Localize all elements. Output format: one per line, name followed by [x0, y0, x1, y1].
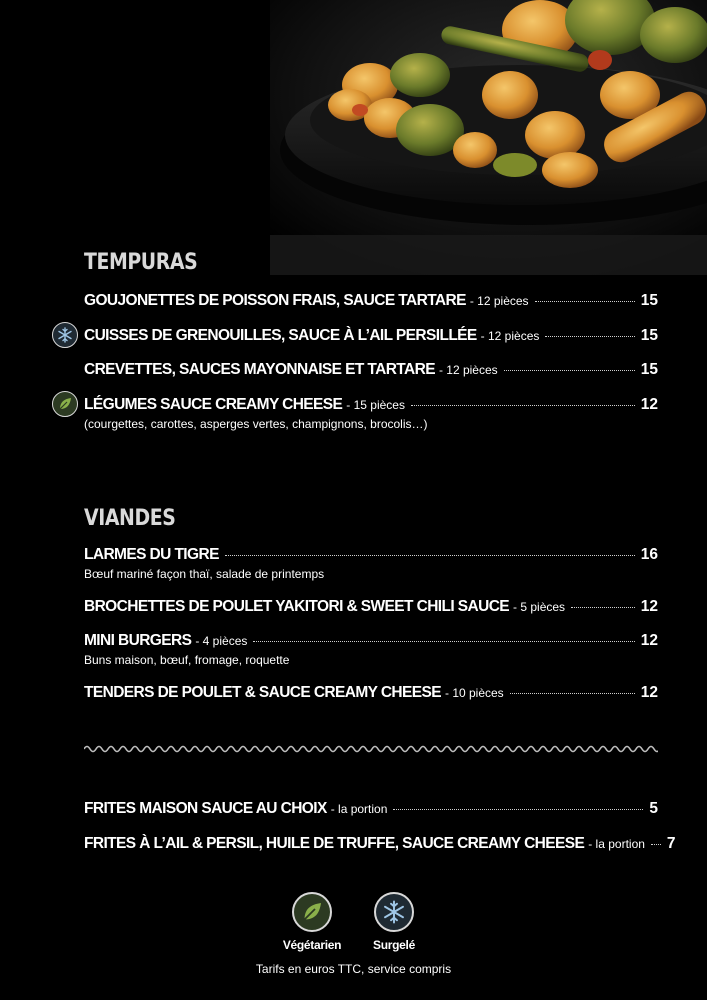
item-quantity: - 4 pièces	[195, 634, 248, 648]
menu-item	[84, 598, 658, 616]
menu-item	[84, 800, 658, 818]
leader-dots	[545, 336, 634, 337]
item-quantity: - 10 pièces	[444, 686, 504, 700]
item-name: CREVETTES, SAUCES MAYONNAISE ET TARTARE	[84, 361, 435, 378]
item-name: LÉGUMES SAUCE CREAMY CHEESE	[84, 396, 343, 413]
menu-item	[84, 361, 658, 379]
item-price: 7	[666, 835, 676, 852]
wavy-divider	[84, 742, 658, 756]
section-title-viandes: VIANDES	[84, 506, 176, 531]
item-quantity: - 12 pièces	[480, 329, 540, 343]
item-name: MINI BURGERS	[84, 632, 192, 649]
item-name: BROCHETTES DE POULET YAKITORI & SWEET CHILI SAUCE	[84, 598, 510, 615]
item-price: 15	[640, 327, 658, 344]
hero-food-photo	[270, 0, 707, 275]
item-name: LARMES DU TIGRE	[84, 546, 219, 563]
legend-label: Surgelé	[373, 938, 415, 952]
leaf-icon	[52, 391, 78, 417]
item-quantity: - 12 pièces	[469, 294, 529, 308]
item-quantity: - la portion	[588, 837, 645, 851]
item-price: 15	[640, 292, 658, 309]
item-price: 16	[640, 546, 658, 563]
item-price: 5	[649, 800, 658, 817]
legend-frozen	[364, 892, 424, 952]
leader-dots	[225, 555, 635, 556]
price-footnote: Tarifs en euros TTC, service compris	[255, 962, 452, 976]
item-name: FRITES À L’AIL & PERSIL, HUILE DE TRUFFE, SAUCE CREAMY CHEESE	[84, 835, 585, 852]
item-name: TENDERS DE POULET & SAUCE CREAMY CHEESE	[84, 684, 441, 701]
item-name: FRITES MAISON SAUCE AU CHOIX	[84, 800, 327, 817]
item-price: 12	[640, 632, 658, 649]
section-title-tempuras: TEMPURAS	[84, 250, 198, 275]
item-price: 12	[640, 396, 658, 413]
item-description: (courgettes, carottes, asperges vertes, champignons, brocolis…)	[84, 417, 428, 431]
leader-dots	[504, 370, 635, 371]
leader-dots	[535, 301, 635, 302]
item-description: Buns maison, bœuf, fromage, roquette	[84, 653, 290, 667]
leader-dots	[393, 809, 643, 810]
menu-item	[84, 396, 658, 431]
snowflake-icon	[374, 892, 414, 932]
menu-item	[84, 835, 676, 853]
item-quantity: - 12 pièces	[438, 363, 498, 377]
leaf-icon	[292, 892, 332, 932]
item-price: 12	[640, 684, 658, 701]
leader-dots	[510, 693, 635, 694]
item-price: 12	[640, 598, 658, 615]
item-price: 15	[640, 361, 658, 378]
menu-item	[84, 684, 658, 702]
leader-dots	[651, 844, 661, 845]
item-name: GOUJONETTES DE POISSON FRAIS, SAUCE TARTARE	[84, 292, 466, 309]
leader-dots	[411, 405, 635, 406]
legend-label: Végétarien	[282, 938, 342, 952]
snowflake-icon	[52, 322, 78, 348]
menu-item	[84, 632, 658, 667]
menu-item	[84, 546, 658, 581]
item-quantity: - la portion	[330, 802, 388, 816]
menu-item	[84, 292, 658, 310]
item-name: CUISSES DE GRENOUILLES, SAUCE À L’AIL PERSILLÉE	[84, 327, 477, 344]
item-quantity: - 15 pièces	[346, 398, 405, 412]
legend-vegetarian	[282, 892, 342, 952]
item-description: Bœuf mariné façon thaï, salade de printemps	[84, 567, 325, 581]
leader-dots	[571, 607, 635, 608]
item-quantity: - 5 pièces	[513, 600, 566, 614]
leader-dots	[253, 641, 634, 642]
menu-item	[84, 327, 658, 345]
